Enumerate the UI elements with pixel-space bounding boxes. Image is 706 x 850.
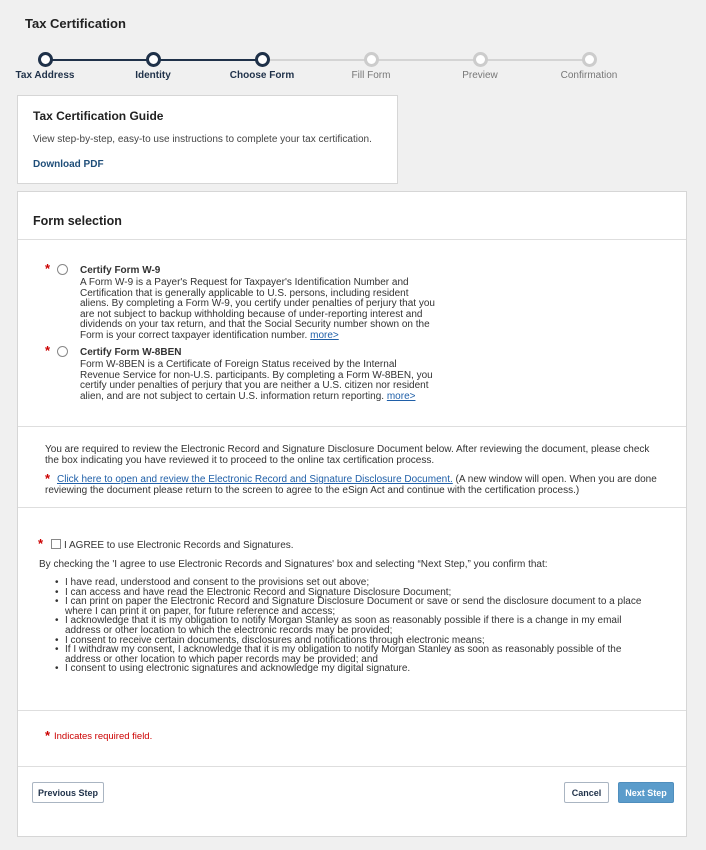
guide-title: Tax Certification Guide — [33, 109, 164, 123]
form-w9-description-text: A Form W-9 is a Payer's Request for Taxpayer's Identification Number and Certification that is generally applicable to U.S. persons, including resident aliens. By completing a Form W-9, you certify under penalties of perjury that you are not subject to backup withholding because of under-reporting interest and dividends on your tax return, and that the Social Security number shown on the Form is your correct taxpayer identification number. — [80, 277, 435, 341]
divider — [18, 766, 686, 767]
next-step-button[interactable]: Next Step — [618, 782, 674, 803]
divider — [18, 239, 686, 240]
form-w8ben-description-text: Form W-8BEN is a Certificate of Foreign Status received by the Internal Revenue Service for non-U.S. participants. By completing a Form W-8BEN, you certify under penalties of perjury that you are neither a U.S. citizen nor resident alien, and are not subject to certain U.S. information return reporting. — [80, 359, 433, 402]
required-asterisk: * — [45, 261, 51, 276]
required-asterisk: * — [45, 471, 51, 486]
form-w9-radio[interactable] — [57, 264, 68, 275]
form-selection-panel — [17, 191, 687, 837]
form-w8ben-description — [80, 360, 436, 402]
step-tax-address — [0, 52, 95, 81]
disclosure-intro: You are required to review the Electronic Record and Signature Disclosure Document below. After reviewing the document, please check the box indicating you have reviewed it to proceed to the online tax certification process. — [45, 444, 650, 466]
disclosure-document-link[interactable]: Click here to open and review the Electronic Record and Signature Disclosure Document. — [57, 474, 453, 485]
form-w8ben-title: Certify Form W-8BEN — [80, 347, 182, 358]
required-asterisk: * — [45, 343, 51, 358]
disclosure-link-row — [45, 471, 665, 496]
step-confirmation — [539, 52, 639, 81]
step-complete-icon — [38, 52, 53, 67]
page-title: Tax Certification — [25, 16, 126, 31]
form-w9-more-link[interactable]: more> — [310, 329, 339, 341]
step-fill-form — [321, 52, 421, 81]
form-w9-description — [80, 278, 436, 341]
download-pdf-link[interactable]: Download PDF — [33, 159, 104, 170]
step-pending-icon — [582, 52, 597, 67]
divider — [18, 426, 686, 427]
step-identity — [103, 52, 203, 81]
step-current-icon — [255, 52, 270, 67]
form-w8ben-more-link[interactable]: more> — [386, 390, 416, 402]
previous-step-button[interactable]: Previous Step — [32, 782, 104, 803]
divider — [18, 710, 686, 711]
cancel-button[interactable]: Cancel — [564, 782, 609, 803]
tax-certification-guide-card — [17, 95, 398, 184]
required-asterisk: * — [45, 728, 51, 743]
step-label: Choose Form — [229, 70, 295, 81]
confirm-statement: By checking the 'I agree to use Electronic Records and Signatures' box and selecting “Next Step,” you confirm that: — [39, 559, 548, 570]
list-item: • I have read, understood and consent to the provisions set out above; — [55, 578, 655, 588]
step-complete-icon — [146, 52, 161, 67]
agree-label: I AGREE to use Electronic Records and Signatures. — [64, 540, 294, 551]
required-asterisk: * — [38, 536, 44, 551]
step-label: Identity — [135, 70, 171, 81]
divider — [18, 507, 686, 508]
step-label: Confirmation — [560, 70, 618, 81]
step-pending-icon — [473, 52, 488, 67]
guide-description: View step-by-step, easy-to use instructions to complete your tax certification. — [33, 134, 372, 145]
step-choose-form — [212, 52, 312, 81]
step-label: Tax Address — [15, 70, 75, 81]
agree-checkbox[interactable] — [51, 539, 61, 549]
step-label: Fill Form — [351, 70, 391, 81]
list-item: • I acknowledge that it is my obligation to notify Morgan Stanley as soon as reasonably possible if there is a change in my email address or other location to which the electronic records may be provided; — [55, 616, 655, 635]
list-item: • I consent to receive certain documents, disclosures and notifications through electronic means; — [55, 636, 655, 646]
disclosure-note: (A new window will open. When you are done reviewing the document please return to the screen to agree to the eSign Act and continue with the certification process.) — [45, 474, 657, 496]
required-field-note: Indicates required field. — [54, 731, 153, 742]
list-item: • I can print on paper the Electronic Record and Signature Disclosure Document or save or send the disclosure document to a place where I can print it on paper, for future reference and access; — [55, 597, 655, 616]
list-item: • I consent to using electronic signatures and acknowledge my digital signature. — [55, 664, 655, 674]
step-pending-icon — [364, 52, 379, 67]
confirmation-list — [55, 578, 655, 674]
form-selection-title: Form selection — [33, 214, 122, 228]
form-w9-title: Certify Form W-9 — [80, 265, 161, 276]
progress-stepper — [0, 52, 706, 86]
step-label: Preview — [462, 70, 498, 81]
list-item: • I can access and have read the Electronic Record and Signature Disclosure Document; — [55, 588, 655, 598]
form-w8ben-radio[interactable] — [57, 346, 68, 357]
step-preview — [430, 52, 530, 81]
list-item: • If I withdraw my consent, I acknowledge that it is my obligation to notify Morgan Stanley as soon as reasonably possible of the address or other location to which paper records may be provided; and — [55, 645, 655, 664]
